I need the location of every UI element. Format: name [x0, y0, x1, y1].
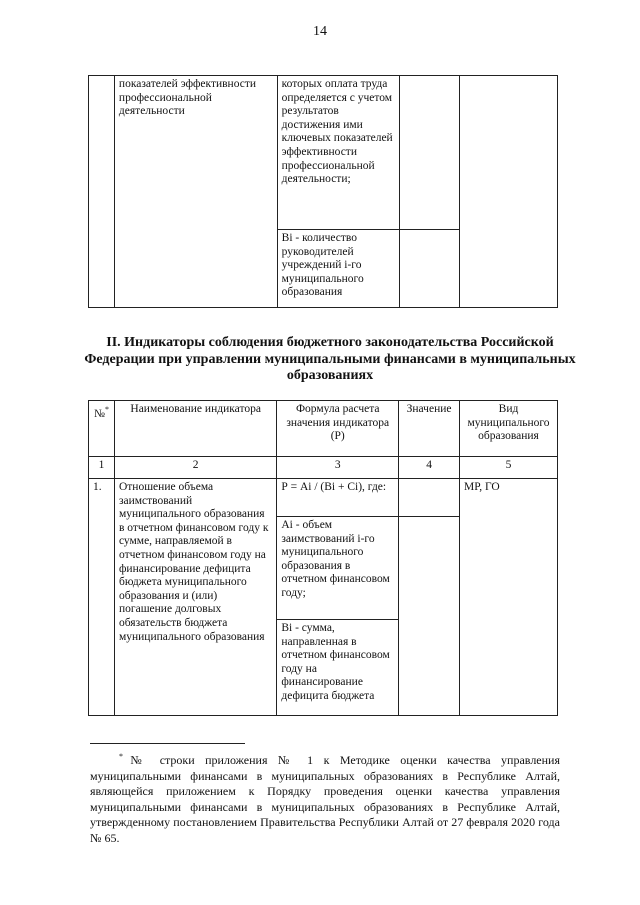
table-row	[89, 479, 558, 517]
continued-table	[88, 75, 558, 308]
row-value	[399, 517, 460, 716]
col-number: 4	[399, 457, 460, 479]
footnote-divider	[90, 743, 245, 744]
table-cell-name: показателей эффективности профессиональной деятельности	[114, 76, 277, 308]
table-cell-value	[399, 76, 460, 230]
column-number-row	[89, 457, 558, 479]
header-name: Наименование индикатора	[114, 401, 276, 457]
col-number: 3	[277, 457, 399, 479]
page-number: 14	[313, 24, 327, 39]
col-number: 1	[89, 457, 115, 479]
header-value: Значение	[399, 401, 460, 457]
footnote	[90, 749, 560, 846]
indicators-table	[88, 400, 558, 716]
section-title: II. Индикаторы соблюдения бюджетного законодательства Российской Федерации при управлении муниципальными финансами в муниципальных образованиях	[84, 335, 576, 383]
row-value	[399, 479, 460, 517]
row-num: 1.	[89, 479, 115, 716]
row-name: Отношение объема заимствований муниципального образования в отчетном финансовом году к сумме, направляемой в отчетном финансовом году на финансирование дефицита бюджета муниципального образования и (или) погашение долговых обязательств бюджета муниципального образования	[114, 479, 276, 716]
row-formula-bi: Bi - сумма, направленная в отчетном финансовом году на финансирование дефицита бюджета	[277, 620, 399, 716]
row-formula-ai: Ai - объем заимствований i-го муниципального образования в отчетном финансовом году;	[277, 517, 399, 620]
row-formula: Р = Ai / (Bi + Ci), где:	[277, 479, 399, 517]
table-cell-formula: которых оплата труда определяется с учетом результатов достижения ими ключевых показателей эффективности профессиональной деятельности;	[277, 76, 399, 230]
table-cell-num	[89, 76, 115, 308]
header-num: №*	[89, 401, 115, 457]
col-number: 5	[460, 457, 558, 479]
header-formula: Формула расчета значения индикатора (Р)	[277, 401, 399, 457]
table-cell-value	[399, 230, 460, 308]
table-cell-type	[460, 76, 558, 308]
col-number: 2	[114, 457, 276, 479]
row-type: МР, ГО	[460, 479, 558, 716]
header-type: Вид муниципального образования	[460, 401, 558, 457]
table-cell-formula: Bi - количество руководителей учреждений i-го муниципального образования	[277, 230, 399, 308]
table-header-row	[89, 401, 558, 457]
footnote-marker: *	[119, 752, 123, 761]
footnote-text: № строки приложения № 1 к Методике оценки качества управления муниципальными финансами в муниципальных образованиях в Республике Алтай, являющейся приложением к Порядку проведения оценки качества управления муниципальными финансами в муниципальных образованиях в Республике Алтай, утвержденному постановлением Правительства Республики Алтай от 27 февраля 2020 года № 65.	[90, 753, 560, 845]
